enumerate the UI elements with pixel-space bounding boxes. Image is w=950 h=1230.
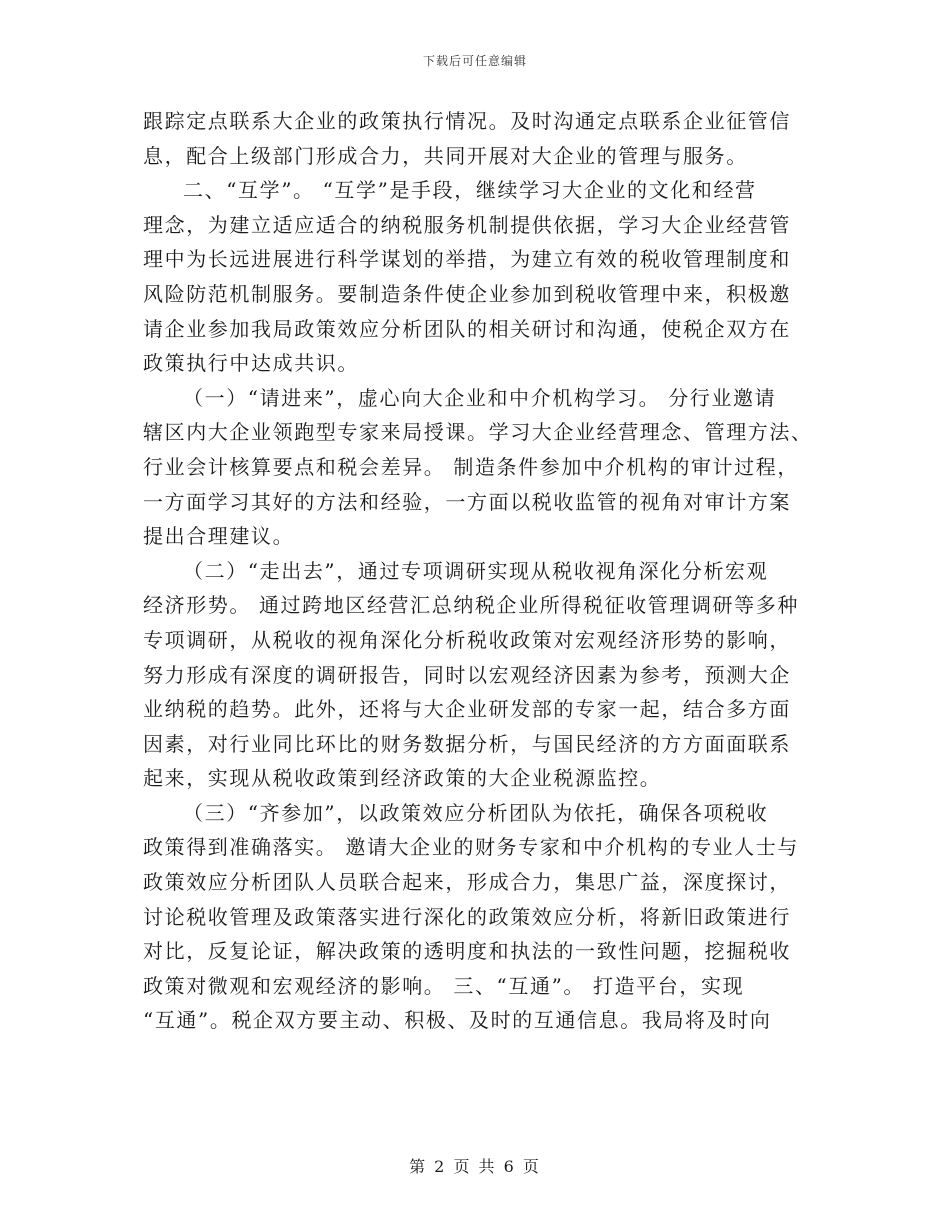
text-line: 起来，实现从税收政策到经济政策的大企业税源监控。 bbox=[143, 766, 662, 791]
text-line: 政策执行中达成共识。 bbox=[143, 351, 359, 376]
text-line: 政策效应分析团队人员联合起来，形成合力，集思广益，深度探讨， bbox=[143, 870, 791, 895]
text-line: 经济形势。 通过跨地区经营汇总纳税企业所得税征收管理调研等多种 bbox=[143, 593, 799, 618]
text-line: 政策得到准确落实。 邀请大企业的财务专家和中介机构的专业人士与 bbox=[143, 835, 799, 860]
text-line: 风险防范机制服务。要制造条件使企业参加到税收管理中来，积极邀 bbox=[143, 281, 791, 306]
subsection-heading-line: （二）“走出去”，通过专项调研实现从税收视角深化分析宏观 bbox=[183, 558, 769, 583]
section-heading-line: 二、“互学”。 “互学”是手段，继续学习大企业的文化和经营 bbox=[183, 178, 757, 203]
page-header-note: 下载后可任意编辑 bbox=[422, 54, 527, 68]
text-line: 业纳税的趋势。此外，还将与大企业研发部的专家一起，结合多方面 bbox=[143, 697, 791, 722]
text-line: 请企业参加我局政策效应分析团队的相关研讨和沟通，使税企双方在 bbox=[143, 316, 791, 341]
text-line: 息，配合上级部门形成合力，共同开展对大企业的管理与服务。 bbox=[143, 143, 748, 168]
text-line: 对比，反复论证，解决政策的透明度和执法的一致性问题，挖掘税收 bbox=[143, 939, 791, 964]
text-line: 因素，对行业同比环比的财务数据分析，与国民经济的方方面面联系 bbox=[143, 731, 791, 756]
text-line: 一方面学习其好的方法和经验，一方面以税收监管的视角对审计方案 bbox=[143, 489, 791, 514]
text-line: 跟踪定点联系大企业的政策执行情况。及时沟通定点联系企业征管信 bbox=[143, 109, 791, 133]
page-number-footer: 第 2 页 共 6 页 bbox=[409, 1157, 541, 1176]
text-line: 提出合理建议。 bbox=[143, 524, 295, 549]
subsection-heading-line: （三）“齐参加”，以政策效应分析团队为依托，确保各项税收 bbox=[183, 800, 769, 825]
text-line: 政策对微观和宏观经济的影响。 三、“互通”。 打造平台，实现 bbox=[143, 973, 745, 998]
text-line: 努力形成有深度的调研报告，同时以宏观经济因素为参考，预测大企 bbox=[143, 662, 791, 687]
text-line: 理中为长远进展进行科学谋划的举措，为建立有效的税收管理制度和 bbox=[143, 247, 791, 272]
text-line: “互通”。税企双方要主动、积极、及时的互通信息。我局将及时向 bbox=[143, 1008, 772, 1033]
text-line: 辖区内大企业领跑型专家来局授课。学习大企业经营理念、管理方法、 bbox=[143, 420, 813, 445]
document-body bbox=[143, 104, 813, 1038]
text-line: 行业会计核算要点和税会差异。 制造条件参加中介机构的审计过程， bbox=[143, 454, 799, 479]
text-line: 讨论税收管理及政策落实进行深化的政策效应分析，将新旧政策进行 bbox=[143, 904, 791, 929]
text-line: 专项调研，从税收的视角深化分析税收政策对宏观经济形势的影响， bbox=[143, 627, 791, 652]
subsection-heading-line: （一）“请进来”，虚心向大企业和中介机构学习。 分行业邀请 bbox=[183, 385, 777, 410]
text-line: 理念，为建立适应适合的纳税服务机制提供依据，学习大企业经营管 bbox=[143, 212, 791, 237]
